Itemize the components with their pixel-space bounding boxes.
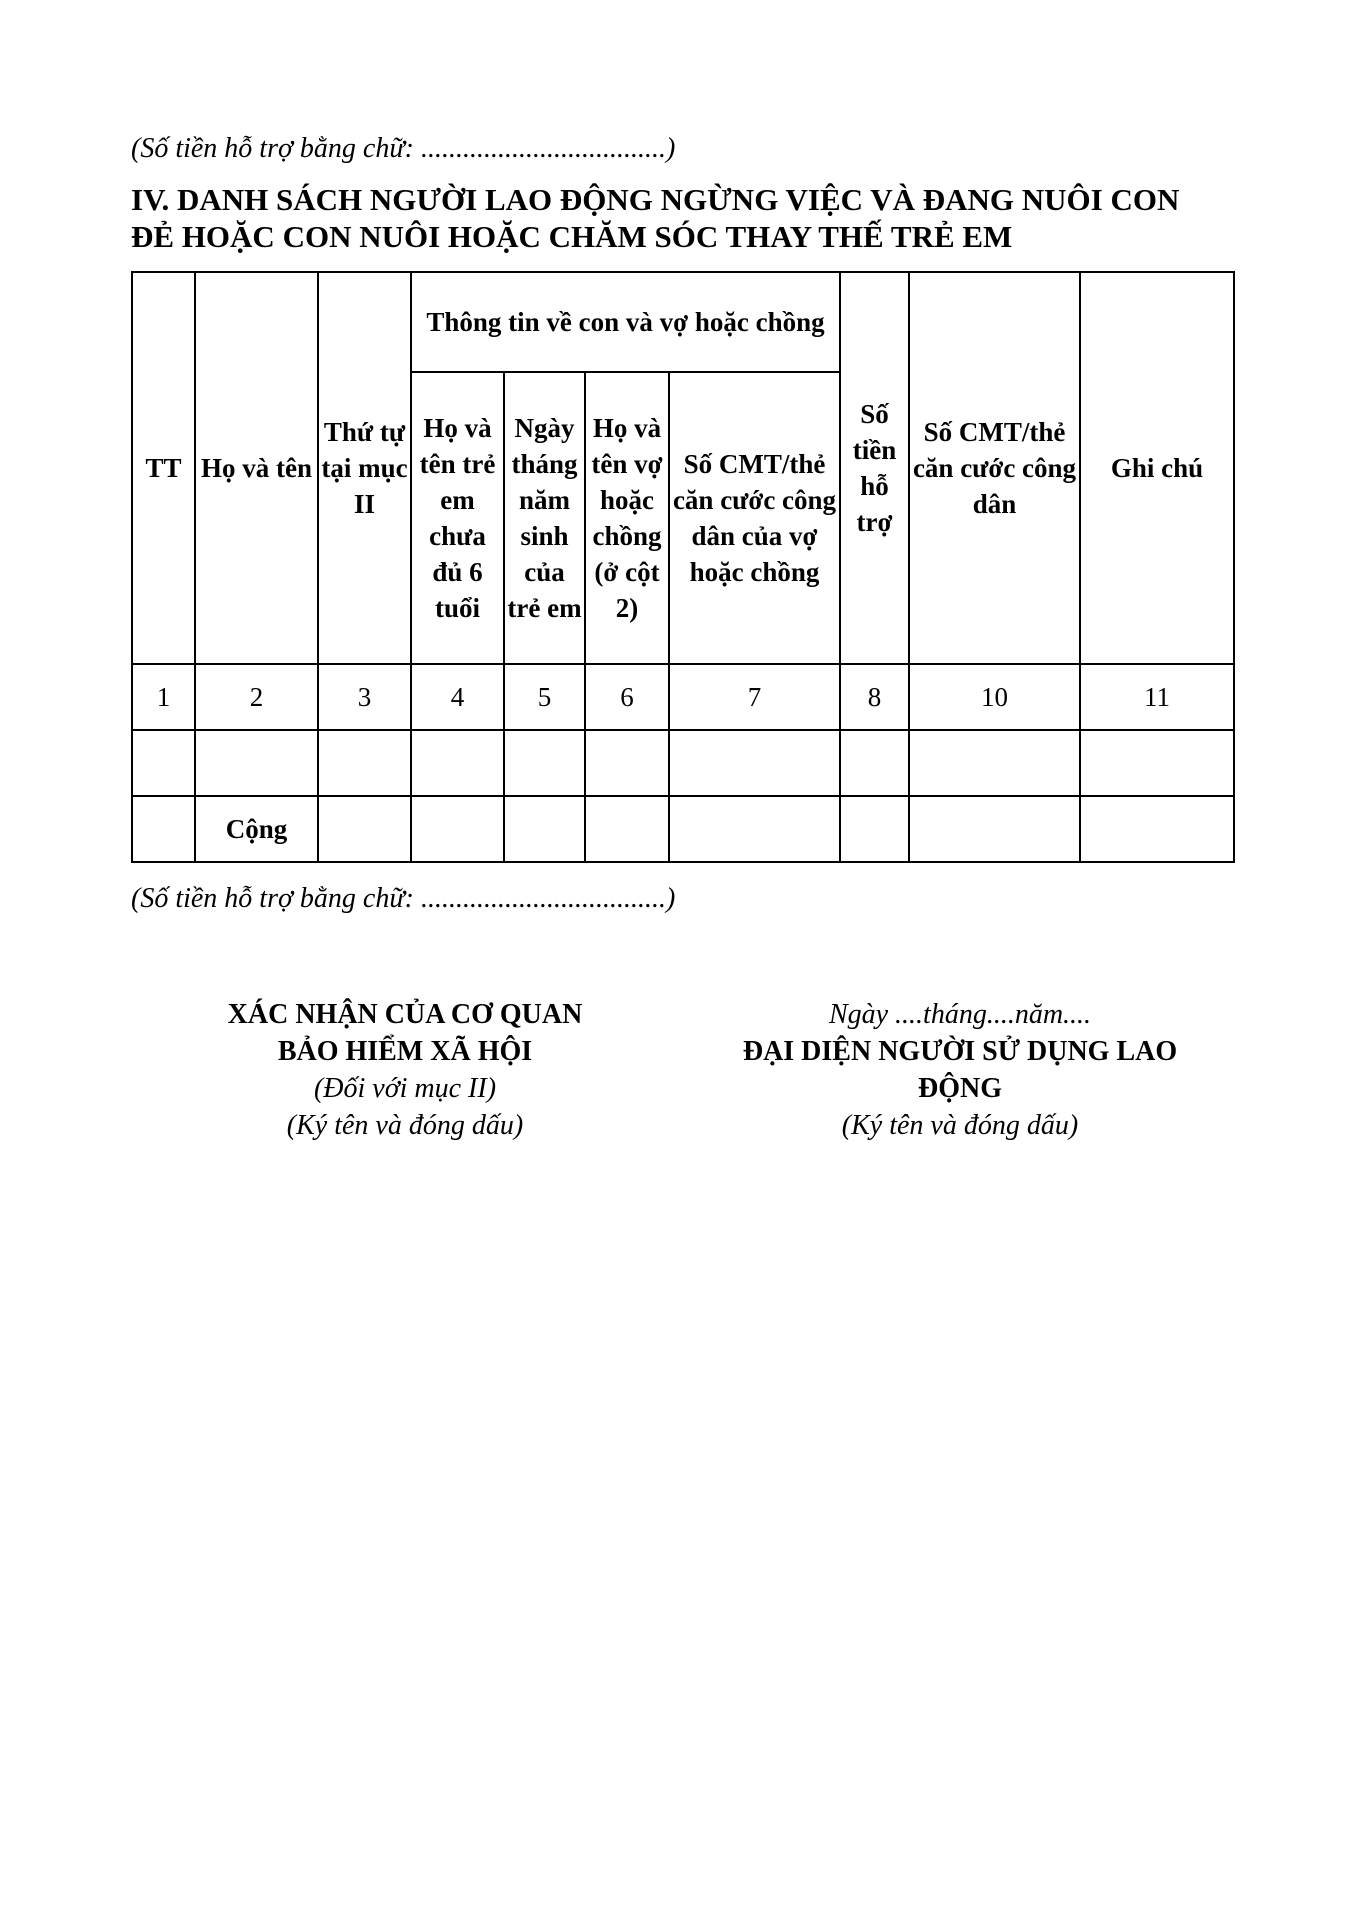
signature-right-date: Ngày ....tháng....năm.... bbox=[828, 999, 1092, 1030]
total-row bbox=[132, 796, 1234, 862]
column-number: 10 bbox=[909, 664, 1080, 730]
table-cell[interactable] bbox=[840, 730, 909, 796]
signature-left-note-2: (Ký tên và đóng dấu) bbox=[286, 1110, 524, 1141]
column-number: 11 bbox=[1080, 664, 1234, 730]
column-number: 5 bbox=[504, 664, 585, 730]
section-heading bbox=[131, 181, 1261, 255]
table-cell[interactable] bbox=[669, 796, 840, 862]
header-thu-tu: Thứ tự tại mục II bbox=[318, 272, 411, 664]
table-cell[interactable] bbox=[195, 730, 318, 796]
table-cell[interactable] bbox=[411, 796, 504, 862]
signature-left-title-1: XÁC NHẬN CỦA CƠ QUAN bbox=[227, 999, 583, 1030]
column-number: 8 bbox=[840, 664, 909, 730]
header-so-tien: Số tiền hỗ trợ bbox=[840, 272, 909, 664]
table-cell[interactable] bbox=[318, 796, 411, 862]
header-group-thong-tin: Thông tin về con và vợ hoặc chồng bbox=[411, 272, 840, 372]
table-cell bbox=[132, 796, 195, 862]
column-number-row bbox=[132, 664, 1234, 730]
column-number: 2 bbox=[195, 664, 318, 730]
header-tt: TT bbox=[132, 272, 195, 664]
header-ghi-chu: Ghi chú bbox=[1080, 272, 1234, 664]
column-number: 1 bbox=[132, 664, 195, 730]
column-number: 6 bbox=[585, 664, 669, 730]
table-cell[interactable] bbox=[504, 730, 585, 796]
amount-in-words-note-top: (Số tiền hỗ trợ bằng chữ: ...................................) bbox=[131, 133, 676, 164]
header-cmt-vo-chong: Số CMT/thẻ căn cước công dân của vợ hoặc chồng bbox=[669, 372, 840, 664]
header-cmt: Số CMT/thẻ căn cước công dân bbox=[909, 272, 1080, 664]
column-number: 3 bbox=[318, 664, 411, 730]
table-cell[interactable] bbox=[1080, 796, 1234, 862]
header-ho-ten-tre: Họ và tên trẻ em chưa đủ 6 tuổi bbox=[411, 372, 504, 664]
table-cell[interactable] bbox=[909, 730, 1080, 796]
table-cell[interactable] bbox=[1080, 730, 1234, 796]
signature-block-employer bbox=[680, 996, 1240, 1144]
amount-in-words-note-bottom: (Số tiền hỗ trợ bằng chữ: ...................................) bbox=[131, 883, 676, 914]
column-number: 4 bbox=[411, 664, 504, 730]
header-ngay-sinh: Ngày tháng năm sinh của trẻ em bbox=[504, 372, 585, 664]
signature-right-title-2: ĐỘNG bbox=[918, 1073, 1002, 1104]
table-cell[interactable] bbox=[909, 796, 1080, 862]
signature-right-note: (Ký tên và đóng dấu) bbox=[841, 1110, 1079, 1141]
signature-block-social-insurance bbox=[180, 996, 630, 1144]
table-cell[interactable] bbox=[132, 730, 195, 796]
employee-table bbox=[131, 271, 1235, 863]
header-ho-ten-vo-chong: Họ và tên vợ hoặc chồng (ở cột 2) bbox=[585, 372, 669, 664]
table-cell[interactable] bbox=[585, 796, 669, 862]
table-row bbox=[132, 730, 1234, 796]
section-heading-line-2: ĐẺ HOẶC CON NUÔI HOẶC CHĂM SÓC THAY THẾ TRẺ EM bbox=[131, 219, 1013, 254]
total-label: Cộng bbox=[195, 796, 318, 862]
table-cell[interactable] bbox=[669, 730, 840, 796]
table-cell[interactable] bbox=[318, 730, 411, 796]
signature-left-title-2: BẢO HIỂM XÃ HỘI bbox=[277, 1036, 533, 1067]
signature-left-note-1: (Đối với mục II) bbox=[313, 1073, 497, 1104]
header-ho-ten: Họ và tên bbox=[195, 272, 318, 664]
signature-right-title-1: ĐẠI DIỆN NGƯỜI SỬ DỤNG LAO bbox=[742, 1036, 1178, 1067]
column-number: 7 bbox=[669, 664, 840, 730]
table-cell[interactable] bbox=[411, 730, 504, 796]
table-cell[interactable] bbox=[585, 730, 669, 796]
table-cell[interactable] bbox=[840, 796, 909, 862]
table-cell[interactable] bbox=[504, 796, 585, 862]
section-heading-line-1: IV. DANH SÁCH NGƯỜI LAO ĐỘNG NGỪNG VIỆC VÀ ĐANG NUÔI CON bbox=[131, 182, 1180, 217]
